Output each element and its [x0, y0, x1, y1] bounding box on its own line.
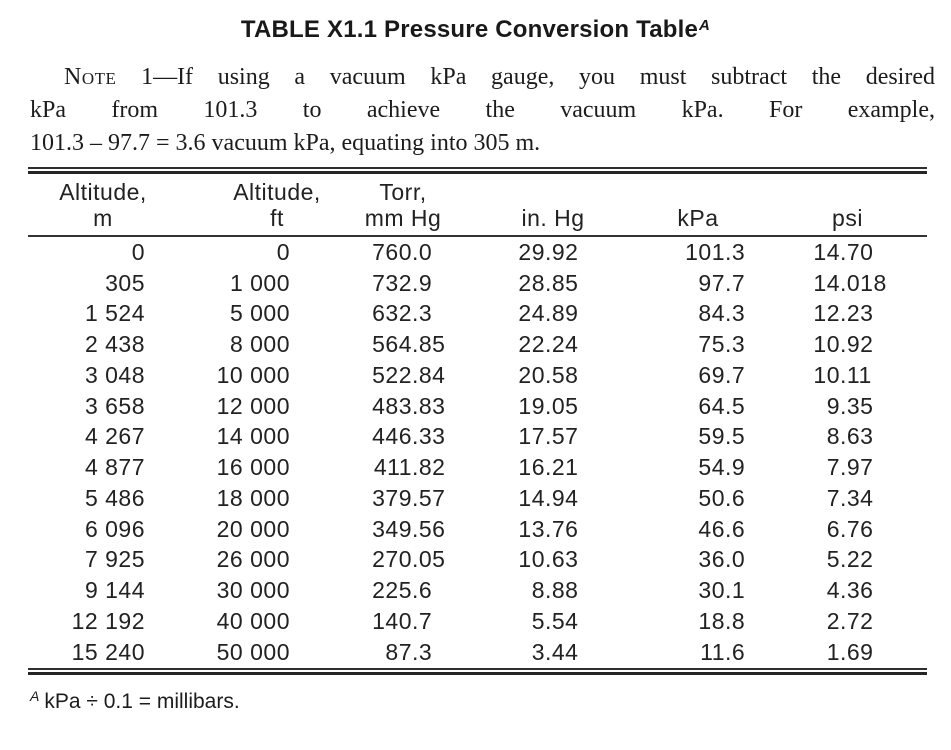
table-cell [628, 637, 768, 668]
cell-integer-part: 87 [385, 638, 412, 665]
cell-fraction-part: .5 [725, 423, 746, 450]
table-cell [478, 299, 628, 330]
table-cell: 305 [105, 269, 145, 296]
column-header [178, 174, 328, 236]
cell-integer-part: 10 [813, 361, 840, 388]
pressure-conversion-table [28, 174, 927, 668]
cell-integer-part: 4 [826, 577, 840, 604]
column-header-line: Torr, [379, 179, 427, 205]
table-cell: 18 000 [216, 484, 290, 511]
table-cell: 5 000 [229, 300, 290, 327]
cell-integer-part: 24 [518, 300, 545, 327]
table-cell: 1 000 [229, 269, 290, 296]
cell-integer-part: 19 [518, 392, 545, 419]
cell-integer-part: 10 [518, 546, 545, 573]
table-cell [768, 329, 927, 360]
table-top-rule [28, 167, 927, 174]
table-cell [628, 514, 768, 545]
cell-fraction-part: .5 [725, 392, 746, 419]
table-cell [328, 483, 478, 514]
table-cell [628, 391, 768, 422]
column-header-line [478, 179, 628, 205]
cell-integer-part: 8 [531, 577, 545, 604]
table-cell [328, 236, 478, 268]
table-cell: 14 000 [216, 423, 290, 450]
cell-fraction-part: .54 [545, 607, 579, 634]
table-cell [478, 360, 628, 391]
table-cell [328, 545, 478, 576]
table-cell [768, 606, 927, 637]
table-cell [328, 299, 478, 330]
cell-fraction-part: .018 [840, 269, 887, 296]
table-cell [768, 514, 927, 545]
table-cell [628, 268, 768, 299]
cell-fraction-part: .6 [725, 638, 746, 665]
cell-fraction-part: .89 [545, 300, 579, 327]
table-cell: 9 144 [84, 577, 145, 604]
table-row [28, 575, 927, 606]
cell-fraction-part: .7 [725, 361, 746, 388]
table-cell: 5 486 [84, 484, 145, 511]
cell-fraction-part: .85 [545, 269, 579, 296]
table-cell [478, 268, 628, 299]
cell-fraction-part: .76 [840, 515, 874, 542]
cell-integer-part: 75 [698, 331, 725, 358]
table-cell: 30 000 [216, 577, 290, 604]
cell-integer-part: 411 [373, 454, 412, 481]
table-row [28, 236, 927, 268]
cell-integer-part: 9 [826, 392, 840, 419]
cell-integer-part: 17 [518, 423, 545, 450]
table-cell: 40 000 [216, 607, 290, 634]
cell-integer-part: 349 [372, 515, 412, 542]
table-footnote [30, 688, 951, 714]
table-row [28, 637, 927, 668]
table-cell [328, 360, 478, 391]
table-cell [478, 545, 628, 576]
cell-integer-part: 16 [518, 454, 545, 481]
table-cell [768, 545, 927, 576]
table-cell: 0 [131, 238, 145, 265]
table-cell: 26 000 [216, 546, 290, 573]
column-header-line [768, 179, 927, 205]
cell-integer-part: 632 [372, 300, 412, 327]
cell-integer-part: 270 [372, 546, 412, 573]
cell-integer-part: 22 [518, 331, 545, 358]
table-cell [328, 268, 478, 299]
cell-fraction-part: .85 [412, 331, 446, 358]
cell-integer-part: 64 [698, 392, 725, 419]
table-row [28, 391, 927, 422]
table-row [28, 545, 927, 576]
cell-fraction-part: .92 [840, 331, 874, 358]
table-cell [768, 360, 927, 391]
table-cell [478, 575, 628, 606]
cell-integer-part: 2 [826, 607, 840, 634]
table-cell: 7 925 [84, 546, 145, 573]
table-cell [768, 422, 927, 453]
table-cell [478, 606, 628, 637]
note-line-2: kPa from 101.3 to achieve the vacuum kPa. For example, [30, 97, 935, 123]
cell-fraction-part: .72 [840, 607, 874, 634]
table-header [28, 174, 927, 236]
cell-integer-part: 84 [698, 300, 725, 327]
cell-fraction-part: .6 [725, 484, 746, 511]
table-cell [478, 483, 628, 514]
cell-fraction-part: .88 [545, 577, 579, 604]
table-cell [328, 391, 478, 422]
table-cell: 12 000 [216, 392, 290, 419]
cell-integer-part: 11 [700, 638, 725, 665]
table-cell: 3 658 [84, 392, 145, 419]
cell-fraction-part: .57 [545, 423, 579, 450]
cell-fraction-part: .9 [412, 269, 433, 296]
table-cell [628, 452, 768, 483]
table-cell [628, 329, 768, 360]
cell-integer-part: 59 [698, 423, 725, 450]
cell-integer-part: 10 [813, 331, 840, 358]
table-cell [478, 452, 628, 483]
table-cell: 4 877 [84, 454, 145, 481]
table-cell: 1 524 [84, 300, 145, 327]
cell-integer-part: 30 [698, 577, 725, 604]
table-cell [328, 452, 478, 483]
cell-fraction-part: .6 [725, 515, 746, 542]
table-row [28, 299, 927, 330]
cell-fraction-part: .84 [412, 361, 446, 388]
cell-fraction-part: .3 [725, 331, 746, 358]
table-row [28, 606, 927, 637]
cell-fraction-part: .8 [725, 607, 746, 634]
table-cell [628, 360, 768, 391]
column-header [628, 174, 768, 236]
cell-fraction-part: .22 [840, 546, 874, 573]
cell-integer-part: 140 [372, 607, 412, 634]
cell-fraction-part: .23 [840, 300, 874, 327]
table-cell [628, 483, 768, 514]
note-label: Note [64, 64, 117, 90]
cell-fraction-part: .82 [412, 454, 446, 481]
cell-fraction-part: .11 [840, 361, 872, 388]
cell-integer-part: 760 [372, 238, 412, 265]
table-cell [328, 329, 478, 360]
cell-integer-part: 36 [698, 546, 725, 573]
table-cell [478, 391, 628, 422]
cell-fraction-part: .36 [840, 577, 874, 604]
cell-fraction-part: .70 [840, 238, 874, 265]
table-cell [328, 606, 478, 637]
cell-fraction-part: .24 [545, 331, 579, 358]
cell-fraction-part: .97 [840, 454, 874, 481]
cell-integer-part: 5 [531, 607, 545, 634]
table-body [28, 236, 927, 668]
table-cell [478, 329, 628, 360]
table-cell [478, 514, 628, 545]
cell-integer-part: 29 [518, 238, 545, 265]
cell-fraction-part: .21 [545, 454, 579, 481]
column-header-line: mm Hg [364, 205, 442, 231]
cell-fraction-part: .9 [725, 454, 746, 481]
table-cell: 15 240 [71, 638, 145, 665]
table-row [28, 268, 927, 299]
cell-fraction-part: .0 [725, 546, 746, 573]
cell-fraction-part: .7 [725, 269, 746, 296]
table-cell: 50 000 [216, 638, 290, 665]
cell-integer-part: 6 [826, 515, 840, 542]
table-cell [628, 299, 768, 330]
table-cell [768, 391, 927, 422]
cell-fraction-part: .05 [545, 392, 579, 419]
cell-fraction-part: .0 [412, 238, 433, 265]
cell-integer-part: 564 [372, 331, 412, 358]
table-row [28, 483, 927, 514]
table-cell [478, 637, 628, 668]
cell-fraction-part: .83 [412, 392, 446, 419]
table-cell: 3 048 [84, 361, 145, 388]
table-cell: 4 267 [84, 423, 145, 450]
cell-integer-part: 7 [826, 484, 840, 511]
table-cell: 6 096 [84, 515, 145, 542]
table-cell: 12 192 [71, 607, 145, 634]
table-cell [768, 575, 927, 606]
table-row [28, 422, 927, 453]
cell-integer-part: 5 [826, 546, 840, 573]
column-header [28, 174, 178, 236]
table-row [28, 452, 927, 483]
cell-fraction-part: .35 [840, 392, 874, 419]
table-cell [768, 268, 927, 299]
table-header-row [28, 174, 927, 236]
cell-fraction-part: .3 [412, 300, 433, 327]
table-cell [328, 422, 478, 453]
table-cell [768, 299, 927, 330]
table-cell [628, 236, 768, 268]
cell-fraction-part: .44 [545, 638, 579, 665]
cell-integer-part: 13 [518, 515, 545, 542]
cell-integer-part: 522 [372, 361, 412, 388]
table-cell: 2 438 [84, 331, 145, 358]
cell-integer-part: 14 [518, 484, 545, 511]
cell-fraction-part: .7 [412, 607, 433, 634]
cell-integer-part: 732 [372, 269, 412, 296]
table-cell [628, 606, 768, 637]
cell-fraction-part: .33 [412, 423, 446, 450]
cell-integer-part: 101 [685, 238, 725, 265]
table-cell [328, 637, 478, 668]
table-cell [328, 575, 478, 606]
cell-fraction-part: .92 [545, 238, 579, 265]
cell-fraction-part: .1 [725, 577, 746, 604]
table-cell [328, 514, 478, 545]
table-title [0, 0, 951, 44]
cell-fraction-part: .69 [840, 638, 874, 665]
column-header-line: Altitude, [59, 179, 147, 205]
cell-fraction-part: .94 [545, 484, 579, 511]
table-container [28, 167, 927, 675]
column-header [478, 174, 628, 236]
cell-fraction-part: .6 [412, 577, 433, 604]
table-cell [628, 422, 768, 453]
footnote-text: kPa ÷ 0.1 = millibars. [44, 689, 240, 713]
table-cell [768, 637, 927, 668]
cell-fraction-part: .34 [840, 484, 874, 511]
cell-integer-part: 225 [372, 577, 412, 604]
cell-integer-part: 483 [372, 392, 412, 419]
column-header [328, 174, 478, 236]
table-cell: 20 000 [216, 515, 290, 542]
cell-fraction-part: .3 [725, 238, 746, 265]
table-cell: 10 000 [216, 361, 290, 388]
cell-integer-part: 20 [518, 361, 545, 388]
table-bottom-rule [28, 668, 927, 675]
table-row [28, 514, 927, 545]
cell-integer-part: 28 [518, 269, 545, 296]
cell-integer-part: 97 [698, 269, 725, 296]
cell-fraction-part: .3 [725, 300, 746, 327]
cell-integer-part: 3 [531, 638, 545, 665]
table-cell: 0 [276, 238, 290, 265]
cell-fraction-part: .63 [545, 546, 579, 573]
cell-integer-part: 69 [698, 361, 725, 388]
table-row [28, 360, 927, 391]
cell-integer-part: 14 [813, 238, 840, 265]
table-cell: 16 000 [216, 454, 290, 481]
column-header-line: Altitude, [233, 179, 321, 205]
cell-integer-part: 50 [698, 484, 725, 511]
cell-integer-part: 14 [813, 269, 840, 296]
column-header-line: in. Hg [521, 205, 585, 231]
cell-fraction-part: .58 [545, 361, 579, 388]
column-header-line: m [93, 205, 113, 231]
table-title-text: TABLE X1.1 Pressure Conversion Table [240, 16, 699, 43]
cell-integer-part: 12 [813, 300, 840, 327]
table-cell [628, 545, 768, 576]
cell-integer-part: 379 [372, 484, 412, 511]
note-line-3: 101.3 – 97.7 = 3.6 vacuum kPa, equating into 305 m. [30, 130, 541, 156]
note-line-1 [30, 61, 935, 94]
table-cell [478, 422, 628, 453]
cell-fraction-part: .56 [412, 515, 446, 542]
column-header-line: psi [832, 205, 863, 231]
table-row [28, 329, 927, 360]
cell-integer-part: 18 [698, 607, 725, 634]
cell-integer-part: 7 [826, 454, 840, 481]
footnote-superscript: A [30, 687, 40, 704]
cell-fraction-part: .63 [840, 423, 874, 450]
note-line-1-text: 1—If using a vacuum kPa gauge, you must subtract the desired [116, 64, 935, 90]
table-cell [478, 236, 628, 268]
table-cell [768, 452, 927, 483]
cell-integer-part: 1 [826, 638, 840, 665]
column-header-line [628, 179, 768, 205]
column-header-line: kPa [677, 205, 719, 231]
table-title-superscript: A [699, 17, 711, 34]
cell-fraction-part: .57 [412, 484, 446, 511]
table-cell [768, 236, 927, 268]
cell-fraction-part: .3 [412, 638, 433, 665]
cell-integer-part: 446 [372, 423, 412, 450]
table-cell [768, 483, 927, 514]
cell-integer-part: 8 [826, 423, 840, 450]
table-cell [628, 575, 768, 606]
cell-fraction-part: .05 [412, 546, 446, 573]
cell-integer-part: 46 [698, 515, 725, 542]
cell-integer-part: 54 [698, 454, 725, 481]
cell-fraction-part: .76 [545, 515, 579, 542]
note-paragraph [30, 61, 935, 160]
column-header [768, 174, 927, 236]
table-cell: 8 000 [229, 331, 290, 358]
column-header-line: ft [270, 205, 284, 231]
